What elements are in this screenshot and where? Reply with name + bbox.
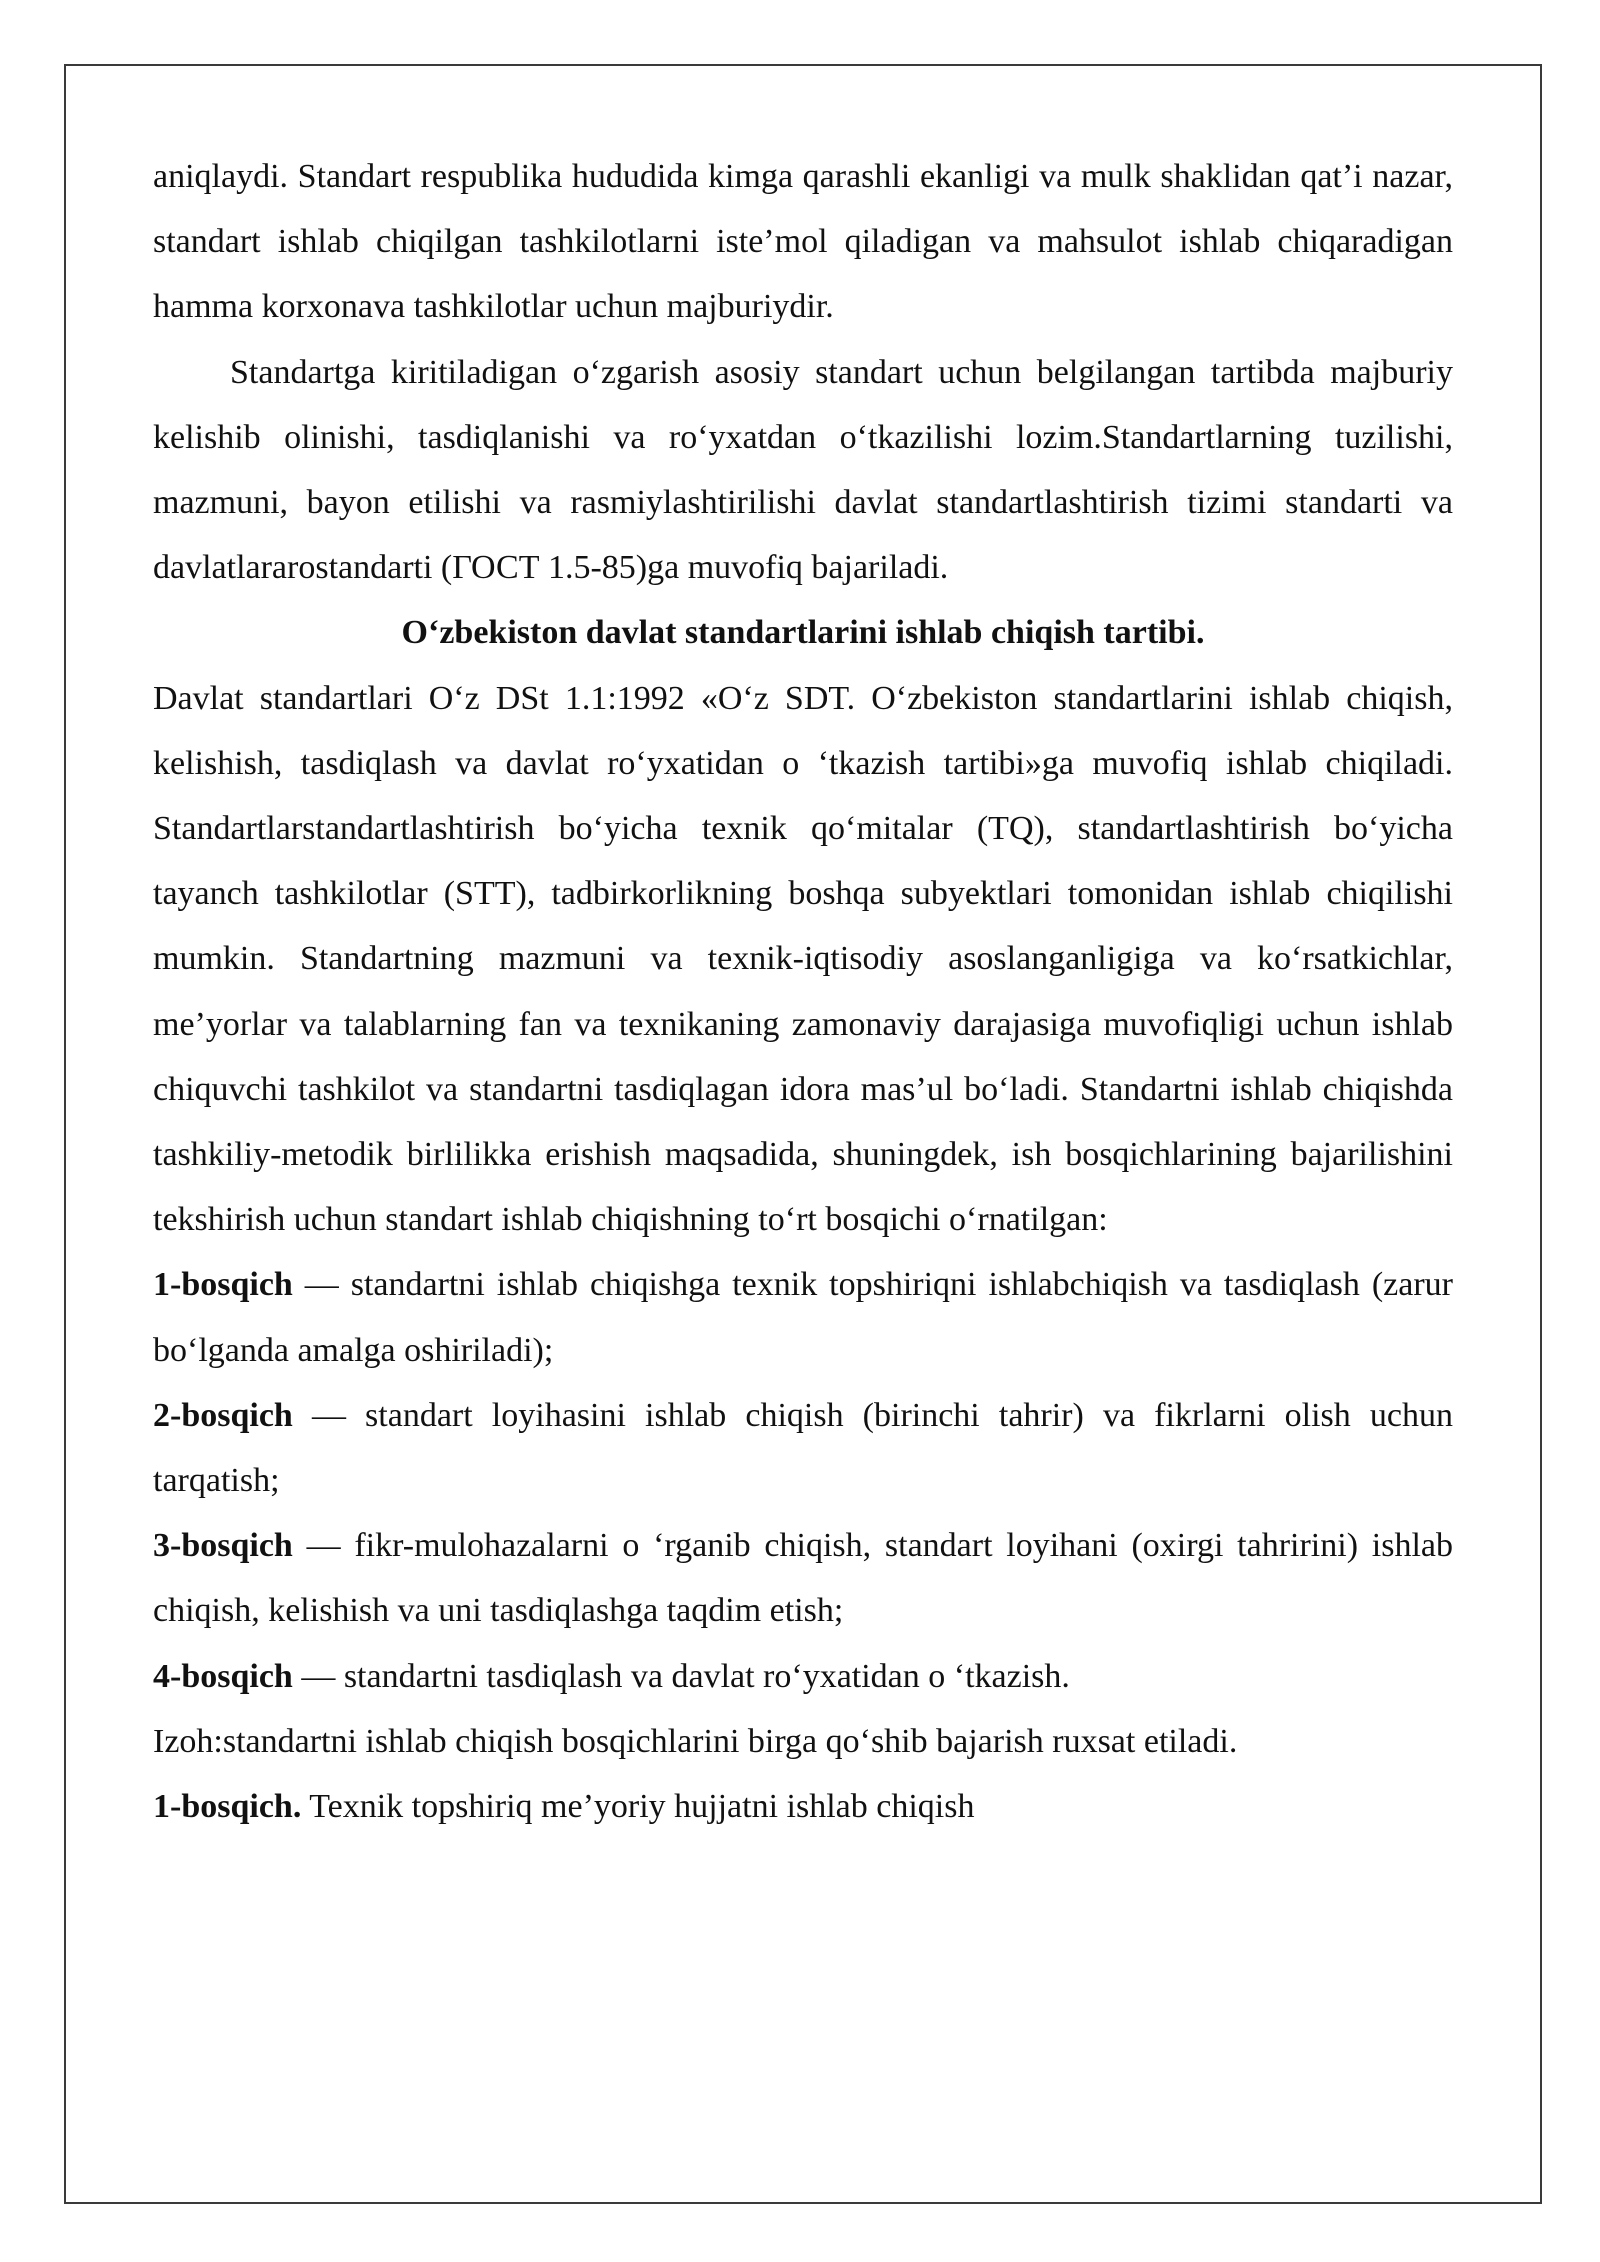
step-3-label: 3-bosqich: [153, 1527, 293, 1565]
section-heading: O‘zbekiston davlat standartlarini ishlab chiqish tartibi.: [401, 614, 1205, 652]
step-1-text: — standartni ishlab chiqishga texnik topshiriqni ishlabchiqish va tasdiqlash (zarur bo‘lganda amalga oshiriladi);: [153, 1266, 1453, 1369]
step-4-item: [153, 1644, 1453, 1709]
note-paragraph: Izoh:standartni ishlab chiqish bosqichlarini birga qo‘shib bajarish ruxsat etiladi.: [153, 1722, 1238, 1760]
paragraph-intro: aniqlaydi. Standart respublika hududida kimga qarashli ekanligi va mulk shaklidan qat’i nazar, standart ishlab chiqilgan tashkilotlarni iste’mol qiladigan va mahsulot ishlab chiqaradigan hamma korxonava tashkilotlar uchun majburiydir.: [153, 158, 1453, 326]
document-body: [153, 144, 1453, 1839]
step-2-text: — standart loyihasini ishlab chiqish (birinchi tahrir) va fikrlarni olish uchun tarqatish;: [153, 1396, 1453, 1500]
step-1-detail-text: Texnik topshiriq me’yoriy hujjatni ishlab chiqish: [301, 1788, 975, 1826]
paragraph-development-order: Davlat standartlari O‘z DSt 1.1:1992 «O‘z SDT. O‘zbekiston standartlarini ishlab chiqish, kelishish, tasdiqlash va davlat ro‘yxatidan o ‘tkazish tartibi»ga muvofiq ishlab chiqiladi. Standartlarstandartlashtirish bo‘yicha texnik qo‘mitalar (TQ), standartlashtirish bo‘yicha tayanch tashkilotlar (STT), tadbirkorlikning boshqa subyektlari tomonidan ishlab chiqilishi mumkin. Standartning mazmuni va texnik-iqtisodiy asoslanganligiga va ko‘rsatkichlar, me’yorlar va talablarning fan va texnikaning zamonaviy darajasiga muvofiqligi uchun ishlab chiquvchi tashkilot va standartni tasdiqlagan idora mas’ul bo‘ladi. Standartni ishlab chiqishda tashkiliy-metodik birlilikka erishish maqsadida, shuningdek, ish bosqichlarining bajarilishini tekshirish uchun standart ishlab chiqishning to‘rt bosqichi o‘rnatilgan:: [153, 679, 1453, 1239]
step-1-detail-label: 1-bosqich.: [153, 1788, 302, 1826]
step-1-detail-item: [153, 1774, 1453, 1839]
step-1-label: 1-bosqich: [153, 1266, 293, 1304]
step-3-text: — fikr-mulohazalarni o ‘rganib chiqish, standart loyihani (oxirgi tahririni) ishlab chiqish, kelishish va uni tasdiqlashga taqdim etish;: [153, 1527, 1453, 1630]
step-4-text: — standartni tasdiqlash va davlat ro‘yxatidan o ‘tkazish.: [292, 1657, 1070, 1695]
step-2-item: [153, 1383, 1453, 1513]
paragraph-standard-changes: Standartga kiritiladigan o‘zgarish asosiy standart uchun belgilangan tartibda majburiy kelishib olinishi, tasdiqlanishi va ro‘yxatdan o‘tkazilishi lozim.Standartlarning tuzilishi, mazmuni, bayon etilishi va rasmiylashtirilishi davlat standartlashtirish tizimi standarti va davlatlararostandarti (ГОСТ 1.5-85)ga muvofiq bajariladi.: [153, 353, 1453, 587]
step-2-label: 2-bosqich: [153, 1396, 293, 1434]
step-1-item: [153, 1252, 1453, 1382]
step-4-label: 4-bosqich: [153, 1657, 293, 1695]
step-3-item: [153, 1513, 1453, 1643]
